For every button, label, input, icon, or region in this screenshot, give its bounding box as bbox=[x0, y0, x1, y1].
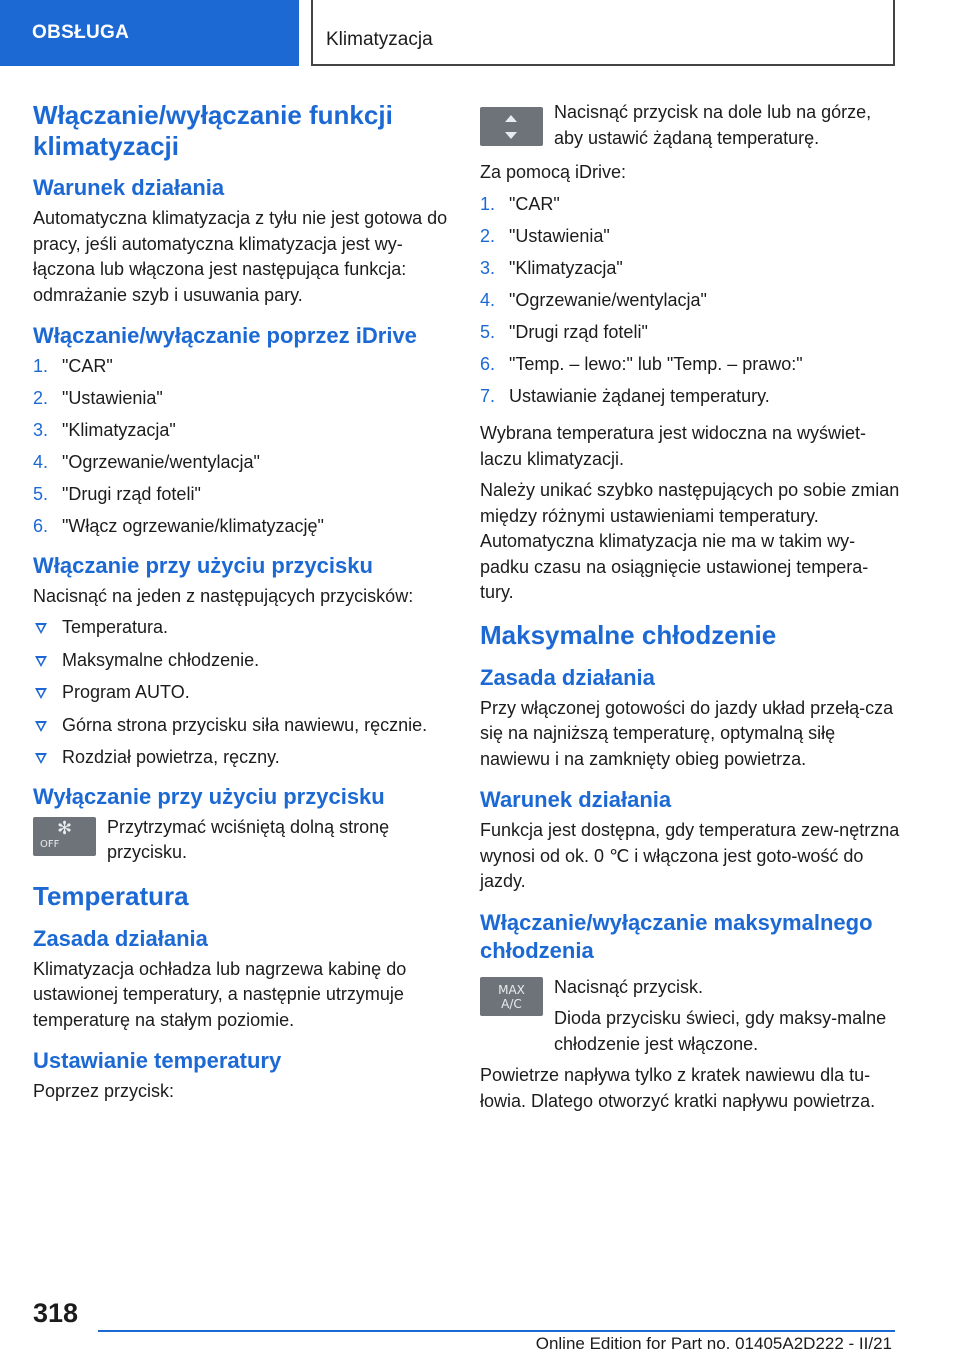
edition-note: Online Edition for Part no. 01405A2D222 - II/21 bbox=[535, 1334, 892, 1353]
heading-temp-setting: Ustawianie temperatury bbox=[33, 1048, 282, 1073]
updown-text: Nacisnąć przycisk na dole lub na górze, aby ustawić żądaną temperaturę. bbox=[554, 102, 872, 148]
triangle-bullet-icon bbox=[35, 688, 47, 699]
list-item bbox=[33, 354, 453, 380]
max-ac-button-icon bbox=[480, 977, 543, 1016]
list-item bbox=[33, 418, 453, 444]
heading-onoff-functions: Włączanie/wyłączanie funkcji klimatyzacji bbox=[33, 100, 393, 161]
step-text: "Włącz ogrzewanie/klimatyzację" bbox=[62, 516, 324, 536]
step-number: 1. bbox=[480, 193, 496, 214]
list-item bbox=[480, 320, 900, 346]
max-ac-label-bottom: A/C bbox=[501, 996, 522, 1011]
fan-icon: ✻ bbox=[57, 817, 73, 838]
step-text: "Ustawienia" bbox=[62, 388, 163, 408]
avoid-text: Należy unikać szybko następujących po sobie zmian między różnymi ustawieniami temperatury. Automatyczna klimatyzacja nie ma w takim wy-padku czasu na osiągnięcie ustawionej tempera-tury. bbox=[480, 480, 900, 602]
right-column bbox=[480, 100, 900, 1120]
display-text: Wybrana temperatura jest widoczna na wyświet-laczu klimatyzacji. bbox=[480, 423, 866, 469]
triangle-bullet-icon bbox=[35, 753, 47, 764]
list-item bbox=[33, 514, 453, 540]
list-item bbox=[33, 450, 453, 476]
step-number: 2. bbox=[33, 388, 49, 408]
list-item bbox=[480, 224, 900, 250]
step-number: 5. bbox=[480, 321, 496, 342]
fan-off-label: OFF bbox=[40, 838, 60, 850]
list-item bbox=[33, 648, 453, 674]
max-ac-instruction bbox=[480, 975, 900, 1058]
heading-button-off: Wyłączanie przy użyciu przycisku bbox=[33, 783, 385, 809]
press-text: Nacisnąć przycisk. bbox=[554, 976, 704, 997]
heading-button-on: Włączanie przy użyciu przycisku bbox=[33, 552, 373, 578]
step-text: Ustawianie żądanej temperatury. bbox=[509, 385, 770, 406]
temp-updown-button-icon bbox=[480, 107, 543, 146]
list-item bbox=[33, 482, 453, 508]
idrive-intro-text: Za pomocą iDrive: bbox=[480, 162, 627, 182]
step-number: 7. bbox=[480, 385, 496, 406]
list-item bbox=[33, 745, 453, 771]
list-item bbox=[480, 384, 900, 410]
led-text: Dioda przycisku świeci, gdy maksy-malne chłodzenie jest włączone. bbox=[554, 1008, 887, 1054]
heading-max-onoff: Włączanie/wyłączanie maksymalnego chłodzenia bbox=[480, 909, 873, 963]
max-ac-label-top: MAX bbox=[498, 982, 525, 997]
heading-idrive-onoff: Włączanie/wyłączanie poprzez iDrive bbox=[33, 323, 417, 348]
step-number: 4. bbox=[33, 452, 49, 472]
idrive-temp-steps-list bbox=[480, 192, 900, 410]
list-item bbox=[480, 192, 900, 218]
page-number: 318 bbox=[33, 1298, 79, 1328]
fan-off-instruction bbox=[33, 815, 453, 867]
list-item bbox=[480, 352, 900, 378]
fan-off-button-icon bbox=[33, 817, 96, 856]
step-text: "Ustawienia" bbox=[509, 225, 610, 246]
max-principle-text: Przy włączonej gotowości do jazdy układ przełą-cza się na najniższą temperaturę, optymalną siłę nawiewu i na zamknięty obieg powietrza. bbox=[480, 697, 894, 769]
section-tab: OBSŁUGA bbox=[0, 0, 299, 66]
triangle-bullet-icon bbox=[35, 656, 47, 667]
heading-principle: Zasada działania bbox=[33, 925, 208, 951]
triangle-bullet-icon bbox=[35, 623, 47, 634]
step-text: "Klimatyzacja" bbox=[509, 257, 623, 278]
step-text: "Ogrzewanie/wentylacja" bbox=[62, 452, 260, 472]
step-number: 2. bbox=[480, 225, 496, 246]
principle-text: Klimatyzacja ochładza lub nagrzewa kabinę do ustawionej temperatury, a następnie utrzymuje temperaturę na stałym poziomie. bbox=[33, 958, 407, 1030]
step-text: "CAR" bbox=[62, 356, 113, 376]
step-text: "Klimatyzacja" bbox=[62, 420, 176, 440]
step-text: "Ogrzewanie/wentylacja" bbox=[509, 289, 707, 310]
list-item bbox=[33, 386, 453, 412]
max-condition-text: Funkcja jest dostępna, gdy temperatura zew-nętrzna wynosi od ok. 0 ℃ i włączona jest goto-wość do jazdy. bbox=[480, 820, 900, 891]
list-item bbox=[33, 615, 453, 641]
button-on-text: Nacisnąć na jeden z następujących przycisków: bbox=[33, 585, 414, 606]
bullet-text: Górna strona przycisku siła nawiewu, ręcznie. bbox=[62, 714, 428, 735]
step-number: 3. bbox=[33, 420, 49, 440]
step-number: 6. bbox=[480, 353, 496, 374]
list-item bbox=[33, 680, 453, 706]
air-text: Powietrze napływa tylko z kratek nawiewu dla tu-łowia. Dlatego otworzyć kratki napływu powietrza. bbox=[480, 1065, 876, 1111]
heading-temperature: Temperatura bbox=[33, 880, 189, 911]
step-text: "Drugi rząd foteli" bbox=[509, 321, 648, 342]
button-off-text: Przytrzymać wciśniętą dolną stronę przycisku. bbox=[107, 816, 390, 862]
bullet-text: Program AUTO. bbox=[62, 682, 190, 702]
heading-condition: Warunek działania bbox=[33, 175, 225, 200]
step-text: "CAR" bbox=[509, 193, 560, 214]
heading-max-cooling: Maksymalne chłodzenie bbox=[480, 619, 777, 650]
bullet-text: Temperatura. bbox=[62, 617, 169, 637]
arrow-down-icon bbox=[505, 132, 517, 139]
header-end-divider bbox=[893, 0, 895, 66]
heading-principle: Zasada działania bbox=[480, 664, 655, 690]
step-number: 6. bbox=[33, 516, 49, 536]
chapter-title: Klimatyzacja bbox=[326, 29, 433, 50]
left-column bbox=[33, 100, 453, 1111]
list-item bbox=[480, 288, 900, 314]
step-number: 4. bbox=[480, 289, 496, 310]
step-text: "Temp. – lewo:" lub "Temp. – prawo:" bbox=[509, 353, 803, 374]
step-number: 3. bbox=[480, 257, 496, 278]
condition-text: Automatyczna klimatyzacja z tyłu nie jest gotowa do pracy, jeśli automatyczna klimatyzacja jest wy-łączona lub włączona jest następująca funkcja: odmrażanie szyb i usuwania pary. bbox=[33, 208, 448, 305]
list-item bbox=[480, 256, 900, 282]
triangle-bullet-icon bbox=[35, 721, 47, 732]
arrow-up-icon bbox=[505, 115, 517, 122]
updown-instruction bbox=[480, 100, 900, 152]
button-bullet-list bbox=[33, 615, 453, 771]
bullet-text: Rozdział powietrza, ręczny. bbox=[62, 747, 280, 767]
footer-rule bbox=[98, 1330, 895, 1332]
temp-setting-text: Poprzez przycisk: bbox=[33, 1081, 175, 1101]
header-divider bbox=[311, 0, 313, 66]
header-underline bbox=[311, 64, 895, 66]
page-header bbox=[0, 0, 960, 66]
heading-condition: Warunek działania bbox=[480, 787, 672, 812]
list-item bbox=[33, 713, 453, 739]
step-text: "Drugi rząd foteli" bbox=[62, 484, 201, 504]
step-number: 1. bbox=[33, 356, 49, 376]
bullet-text: Maksymalne chłodzenie. bbox=[62, 649, 260, 670]
step-number: 5. bbox=[33, 484, 49, 504]
idrive-steps-list bbox=[33, 354, 453, 540]
